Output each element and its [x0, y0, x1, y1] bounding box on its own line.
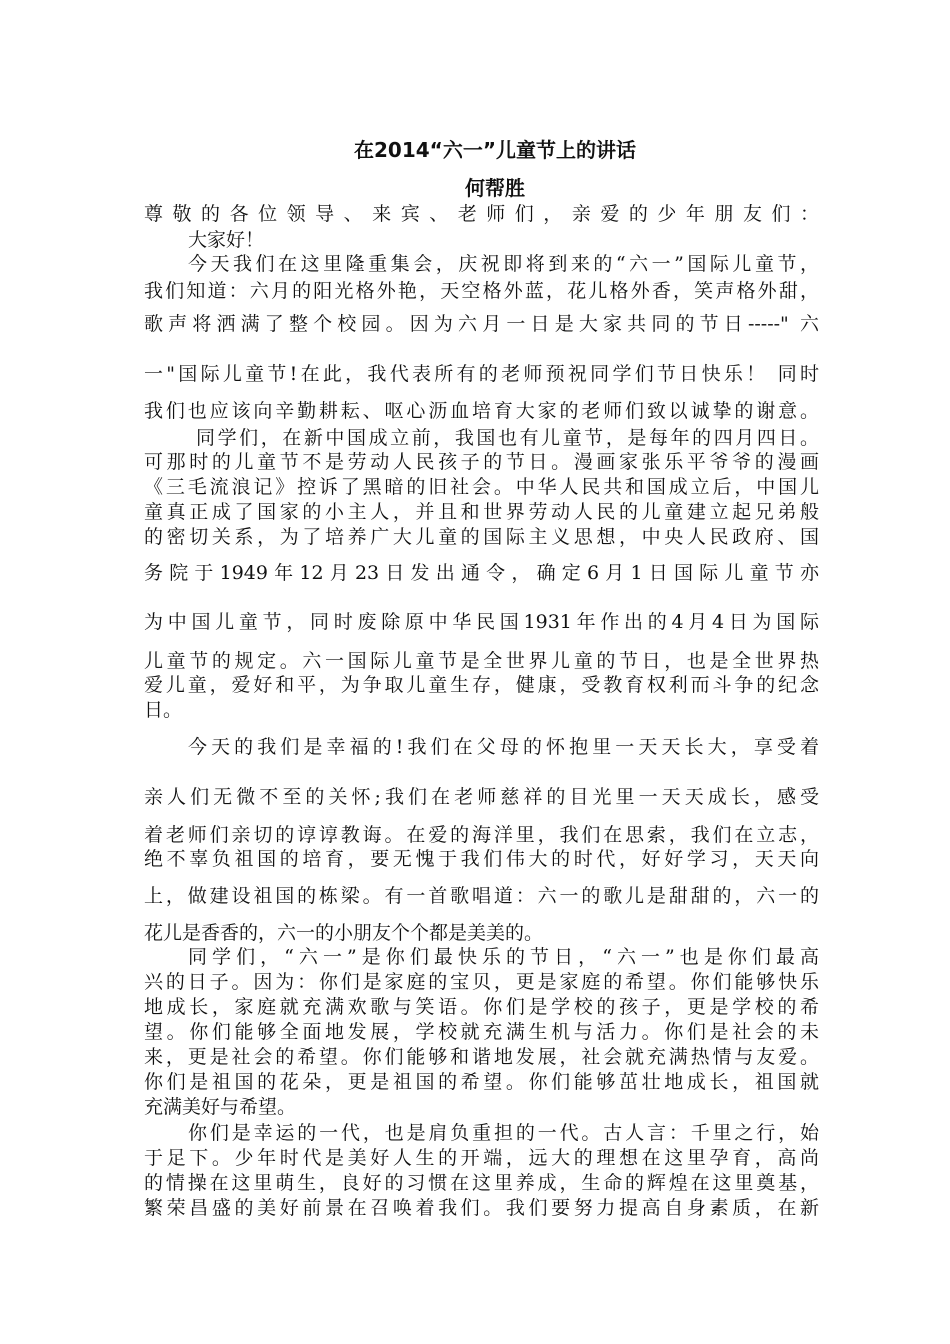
text-line: 为中国儿童节，同时废除原中华民国1931年作出的4月4日为国际 [144, 611, 819, 633]
text-line: 地成长，家庭就充满欢歌与笑语。你们是学校的孩子，更是学校的希 [144, 996, 819, 1018]
text-line: 同学们，在新中国成立前，我国也有儿童节，是每年的四月四日。 [196, 427, 819, 449]
text-line: 今天的我们是幸福的!我们在父母的怀抱里一天天长大，享受着 [188, 736, 819, 758]
text-line: 今天我们在这里隆重集会，庆祝即将到来的“六一”国际儿童节， [188, 253, 819, 275]
text-line: 你们是幸运的一代，也是肩负重担的一代。古人言：千里之行，始 [188, 1122, 819, 1144]
text-line: 来，更是社会的希望。你们能够和谐地发展，社会就充满热情与友爱。 [144, 1046, 819, 1068]
text-line: 一"国际儿童节!在此，我代表所有的老师预祝同学们节日快乐！ 同时 [144, 363, 819, 385]
text-line: 兴的日子。因为：你们是家庭的宝贝，更是家庭的希望。你们能够快乐 [144, 971, 819, 993]
text-line: 同学们，“六一”是你们最快乐的节日，“六一”也是你们最高 [188, 946, 819, 968]
text-line: 着老师们亲切的谆谆教诲。在爱的海洋里，我们在思索，我们在立志， [144, 824, 819, 846]
text-line: 于足下。少年时代是美好人生的开端，远大的理想在这里孕育，高尚 [144, 1147, 819, 1169]
text-line: 绝不辜负祖国的培育，要无愧于我们伟大的时代，好好学习，天天向 [144, 848, 819, 870]
text-line: 务院于1949年12月23日发出通令，确定6月1日国际儿童节亦 [144, 562, 819, 584]
text-line: 的密切关系，为了培养广大儿童的国际主义思想，中央人民政府、国 [144, 526, 819, 548]
text-line: 花儿是香香的，六一的小朋友个个都是美美的。 [144, 922, 544, 944]
text-line: 童真正成了国家的小主人，并且和世界劳动人民的儿童建立起兄弟般 [144, 501, 819, 523]
text-line: 我们知道：六月的阳光格外艳，天空格外蓝，花儿格外香，笑声格外甜， [144, 280, 819, 302]
text-line: 可那时的儿童节不是劳动人民孩子的节日。漫画家张乐平爷爷的漫画 [144, 451, 819, 473]
text-line: 《三毛流浪记》控诉了黑暗的旧社会。中华人民共和国成立后，中国儿 [144, 476, 819, 498]
text-line: 繁荣昌盛的美好前景在召唤着我们。我们要努力提高自身素质，在新 [144, 1197, 819, 1219]
document-title: 在2014“六一”儿童节上的讲话 [354, 138, 636, 162]
text-line: 亲人们无微不至的关怀;我们在老师慈祥的目光里一天天成长，感受 [144, 786, 819, 808]
greeting-line: 大家好！ [188, 229, 265, 251]
salutation-line: 尊敬的各位领导、来宾、老师们，亲爱的少年朋友们： [144, 203, 819, 225]
text-line: 爱儿童，爱好和平，为争取儿童生存，健康，受教育权利而斗争的纪念 [144, 674, 819, 696]
text-line: 我们也应该向辛勤耕耘、呕心沥血培育大家的老师们致以诚挚的谢意。 [144, 400, 819, 422]
text-line: 日。 [144, 699, 183, 721]
text-line: 望。你们能够全面地发展，学校就充满生机与活力。你们是社会的未 [144, 1021, 819, 1043]
text-line: 上，做建设祖国的栋梁。有一首歌唱道：六一的歌儿是甜甜的，六一的 [144, 885, 819, 907]
text-line: 的情操在这里萌生，良好的习惯在这里养成，生命的辉煌在这里奠基， [144, 1172, 819, 1194]
text-line: 歌声将洒满了整个校园。因为六月一日是大家共同的节日-----" 六 [144, 313, 819, 335]
author-name: 何帮胜 [465, 176, 525, 200]
text-line: 充满美好与希望。 [144, 1096, 297, 1118]
text-line: 你们是祖国的花朵，更是祖国的希望。你们能够茁壮地成长，祖国就 [144, 1071, 819, 1093]
text-line: 儿童节的规定。六一国际儿童节是全世界儿童的节日，也是全世界热 [144, 650, 819, 672]
